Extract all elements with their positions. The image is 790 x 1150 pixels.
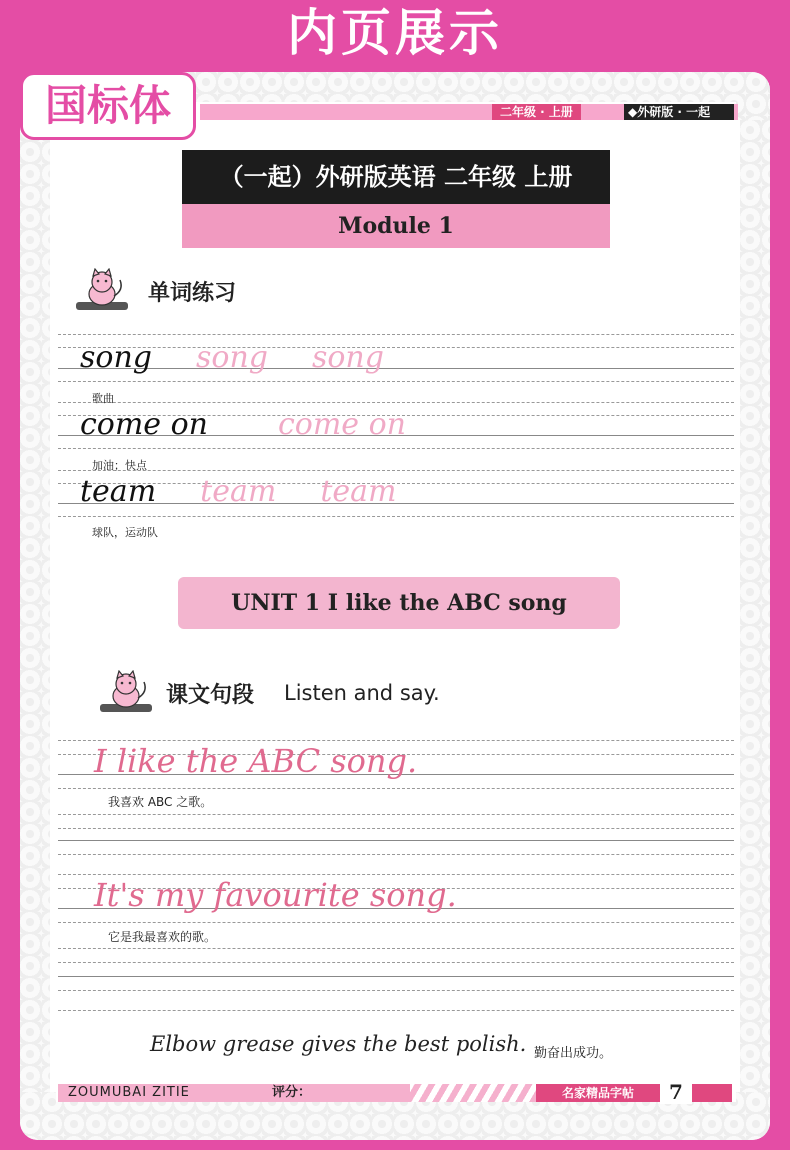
proverb-english: Elbow grease gives the best polish. bbox=[150, 1032, 527, 1056]
unit-title: UNIT 1 I like the ABC song bbox=[178, 577, 620, 629]
footer-stripes bbox=[410, 1084, 536, 1102]
book-title: （一起）外研版英语 二年级 上册 bbox=[182, 150, 610, 204]
page-number: 7 bbox=[660, 1080, 692, 1104]
footer-end-block bbox=[692, 1084, 732, 1102]
vocab-trace: song bbox=[195, 340, 268, 375]
lace-border-right bbox=[740, 120, 770, 1092]
vocab-word: song bbox=[80, 340, 152, 375]
proverb-chinese: 勤奋出成功。 bbox=[534, 1046, 613, 1061]
vocab-section-header bbox=[74, 268, 236, 314]
vocab-trace: team bbox=[320, 474, 397, 509]
sentence-trace: I like the ABC song. bbox=[94, 742, 418, 780]
vocab-row bbox=[80, 340, 384, 375]
vocab-row bbox=[80, 407, 406, 442]
edition-label: ◆外研版 · 一起 bbox=[624, 104, 734, 120]
lace-border-left bbox=[20, 120, 50, 1092]
font-style-tag: 国标体 bbox=[20, 72, 196, 140]
score-label: 评分： bbox=[272, 1085, 312, 1100]
vocab-gloss: 歌曲 bbox=[92, 392, 114, 405]
vocab-section-title: 单词练习 bbox=[148, 279, 237, 306]
vocab-trace: come on bbox=[277, 407, 406, 442]
footer-tag: 名家精品字帖 bbox=[536, 1084, 660, 1102]
module-title: Module 1 bbox=[182, 204, 610, 248]
vocab-trace: team bbox=[200, 474, 277, 509]
sentence-trace: It's my favourite song. bbox=[94, 876, 457, 914]
text-section-subtitle: Listen and say. bbox=[284, 681, 440, 705]
vocab-gloss: 加油；快点 bbox=[92, 459, 147, 472]
sentence-translation: 它是我最喜欢的歌。 bbox=[108, 930, 217, 944]
cat-mascot-icon bbox=[98, 670, 154, 716]
text-section-title: 课文句段 bbox=[166, 681, 255, 708]
vocab-gloss: 球队，运动队 bbox=[92, 526, 158, 539]
grade-label: 二年级 · 上册 bbox=[492, 104, 581, 120]
vocab-row bbox=[80, 474, 396, 509]
text-section-header bbox=[98, 670, 440, 716]
cat-mascot-icon bbox=[74, 268, 130, 314]
vocab-trace: song bbox=[311, 340, 384, 375]
footer-brand: ZOUMUBAI ZITIE bbox=[68, 1085, 190, 1100]
vocab-word: team bbox=[80, 474, 157, 509]
page-banner-title: 内页展示 bbox=[287, 4, 503, 62]
book-title-box bbox=[182, 150, 610, 248]
vocab-word: come on bbox=[80, 407, 208, 442]
sentence-translation: 我喜欢 ABC 之歌。 bbox=[108, 795, 213, 809]
